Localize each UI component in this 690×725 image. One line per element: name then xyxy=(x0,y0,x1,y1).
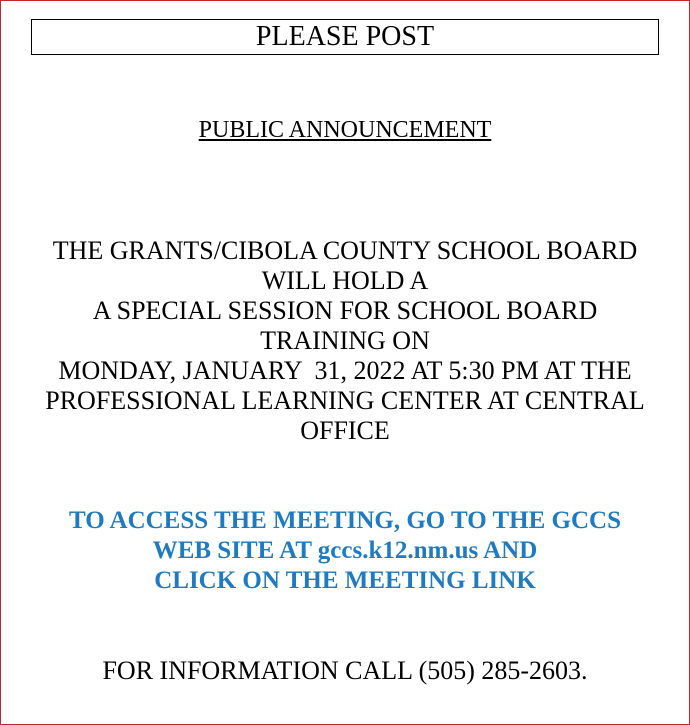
contact-info: FOR INFORMATION CALL (505) 285-2603. xyxy=(102,656,588,685)
access-line: TO ACCESS THE MEETING, GO TO THE GCCS xyxy=(68,507,622,534)
notice-line: THE GRANTS/CIBOLA COUNTY SCHOOL BOARD xyxy=(52,236,638,265)
notice-line: A SPECIAL SESSION FOR SCHOOL BOARD xyxy=(92,296,598,325)
announcement-title: PUBLIC ANNOUNCEMENT xyxy=(198,117,492,143)
notice-line: OFFICE xyxy=(300,416,390,445)
notice-line: TRAINING ON xyxy=(260,326,430,355)
notice-line: PROFESSIONAL LEARNING CENTER AT CENTRAL xyxy=(45,386,645,415)
please-post-label: PLEASE POST xyxy=(255,21,435,52)
access-line: WEB SITE AT gccs.k12.nm.us AND xyxy=(152,537,538,564)
meeting-access-instructions xyxy=(1,506,689,596)
notice-line: MONDAY, JANUARY 31, 2022 AT 5:30 PM AT THE xyxy=(58,356,632,385)
notice-body xyxy=(1,236,689,446)
notice-line: WILL HOLD A xyxy=(261,266,429,295)
access-line: CLICK ON THE MEETING LINK xyxy=(154,567,536,594)
please-post-banner xyxy=(31,19,659,55)
